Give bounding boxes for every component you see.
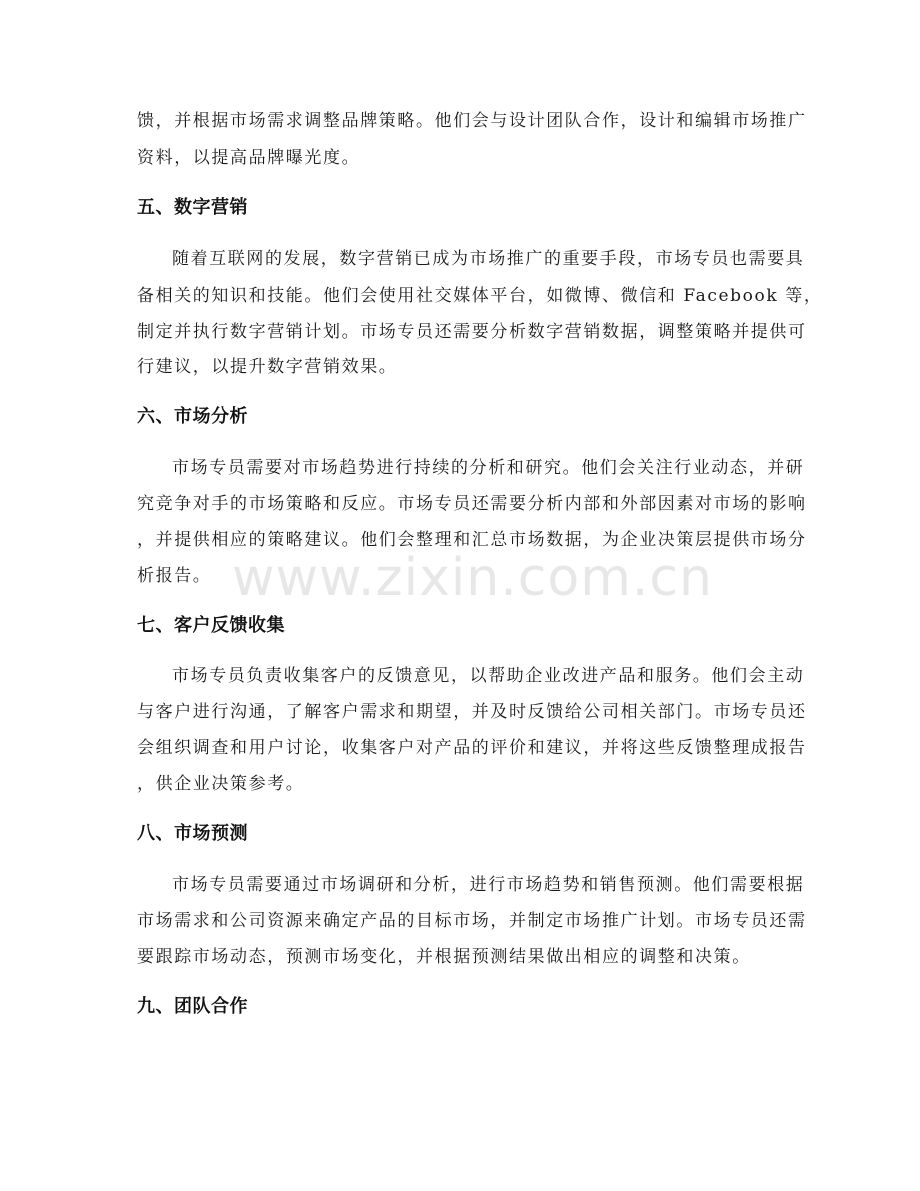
section-7-line-2: 与客户进行沟通，了解客户需求和期望，并及时反馈给公司相关部门。市场专员还 xyxy=(137,702,807,722)
watermark: www.zixin.com.cn xyxy=(232,548,713,608)
section-6-line-2: 究竞争对手的市场策略和反应。市场专员还需要分析内部和外部因素对市场的影响 xyxy=(137,494,807,514)
section-6-line-3: ，并提供相应的策略建议。他们会整理和汇总市场数据，为企业决策层提供市场分 xyxy=(137,530,807,550)
section-5-line-4: 行建议，以提升数字营销效果。 xyxy=(137,357,398,377)
section-heading-teamwork: 九、团队合作 xyxy=(137,996,248,1017)
section-heading-market-forecast: 八、市场预测 xyxy=(137,823,248,844)
section-7-line-1: 市场专员负责收集客户的反馈意见，以帮助企业改进产品和服务。他们会主动 xyxy=(172,666,805,686)
section-8-line-2: 市场需求和公司资源来确定产品的目标市场，并制定市场推广计划。市场专员还需 xyxy=(137,911,807,931)
section-7-line-3: 会组织调查和用户讨论，收集客户对产品的评价和建议，并将这些反馈整理成报告 xyxy=(137,738,807,758)
section-6-line-4: 析报告。 xyxy=(137,566,212,586)
intro-line-2: 资料，以提高品牌曝光度。 xyxy=(137,148,361,168)
section-heading-market-analysis: 六、市场分析 xyxy=(137,406,248,427)
section-8-line-3: 要跟踪市场动态，预测市场变化，并根据预测结果做出相应的调整和决策。 xyxy=(137,947,751,967)
section-5-line-1: 随着互联网的发展，数字营销已成为市场推广的重要手段，市场专员也需要具 xyxy=(172,249,805,269)
section-6-line-1: 市场专员需要对市场趋势进行持续的分析和研究。他们会关注行业动态，并研 xyxy=(172,458,805,478)
section-5-line-3: 制定并执行数字营销计划。市场专员还需要分析数字营销数据，调整策略并提供可 xyxy=(137,322,807,342)
intro-line-1: 馈，并根据市场需求调整品牌策略。他们会与设计团队合作，设计和编辑市场推广 xyxy=(137,111,807,131)
section-heading-customer-feedback: 七、客户反馈收集 xyxy=(137,615,285,636)
section-8-line-1: 市场专员需要通过市场调研和分析，进行市场趋势和销售预测。他们需要根据 xyxy=(172,875,805,895)
section-5-line-2: 备相关的知识和技能。他们会使用社交媒体平台，如微博、微信和 Facebook 等， xyxy=(137,286,823,306)
section-heading-digital-marketing: 五、数字营销 xyxy=(137,197,248,218)
section-7-line-4: ，供企业决策参考。 xyxy=(137,774,305,794)
